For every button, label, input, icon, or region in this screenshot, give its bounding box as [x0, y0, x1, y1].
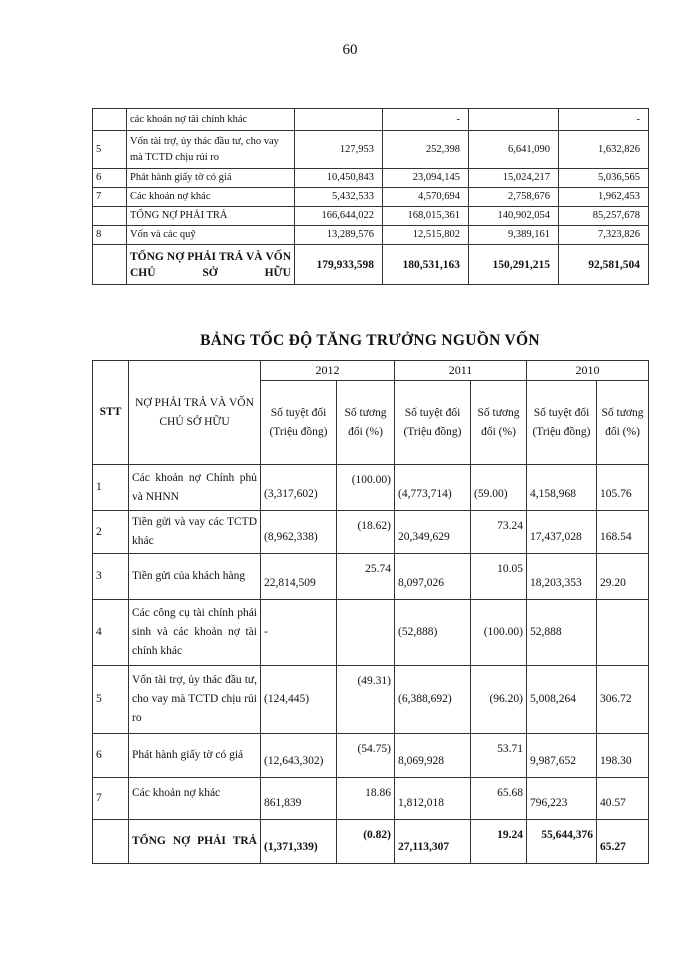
cell-value: [295, 109, 383, 131]
cell-value: 19.24: [471, 820, 527, 864]
row-label: Tiền gửi và vay các TCTD khác: [129, 511, 261, 554]
cell-value: 25.74: [337, 554, 395, 600]
cell-value: 2,758,676: [469, 188, 559, 207]
row-stt: 8: [93, 226, 127, 245]
row-label: Phát hành giấy tờ có giá: [129, 734, 261, 778]
cell-value: 18.86: [337, 778, 395, 820]
cell-value: 20,349,629: [395, 511, 471, 554]
cell-value: 40.57: [597, 778, 649, 820]
row-label: Tiền gửi của khách hàng: [129, 554, 261, 600]
cell-value: 140,902,054: [469, 207, 559, 226]
row-stt: 7: [93, 188, 127, 207]
cell-value: -: [383, 109, 469, 131]
cell-value: 10,450,843: [295, 169, 383, 188]
cell-value: 10.05: [471, 554, 527, 600]
cell-value: [469, 109, 559, 131]
cell-value: 92,581,504: [559, 245, 649, 285]
row-stt: [93, 109, 127, 131]
cell-value: 9,389,161: [469, 226, 559, 245]
table-row: [93, 207, 649, 226]
row-stt: 5: [93, 666, 129, 734]
cell-value: 27,113,307: [395, 820, 471, 864]
header-absolute: Số tuyệt đối (Triệu đồng): [261, 381, 337, 465]
table-row: [93, 188, 649, 207]
cell-value: 4,570,694: [383, 188, 469, 207]
row-label: Các khoản nợ Chính phủ và NHNN: [129, 465, 261, 511]
cell-value: 5,008,264: [527, 666, 597, 734]
cell-value: 52,888: [527, 600, 597, 666]
cell-value: 17,437,028: [527, 511, 597, 554]
section-title: BẢNG TỐC ĐỘ TĂNG TRƯỞNG NGUỒN VỐN: [200, 332, 540, 349]
cell-value: 8,069,928: [395, 734, 471, 778]
row-stt: [93, 207, 127, 226]
table-row: [93, 109, 649, 131]
table-row: [93, 169, 649, 188]
cell-value: 166,644,022: [295, 207, 383, 226]
row-stt: 7: [93, 778, 129, 820]
row-stt: [93, 245, 127, 285]
cell-value: 5,432,533: [295, 188, 383, 207]
cell-value: 6,641,090: [469, 131, 559, 169]
header-item: NỢ PHẢI TRẢ VÀ VỐN CHỦ SỞ HỮU: [129, 361, 261, 465]
header-year-2010: 2010: [527, 361, 649, 381]
table-row: [93, 465, 649, 511]
row-label: Vốn tài trợ, ủy thác đầu tư, cho vay mà TCTD chịu rủi ro: [127, 131, 295, 169]
cell-value: 8,097,026: [395, 554, 471, 600]
table-row: [93, 511, 649, 554]
cell-value: (6,388,692): [395, 666, 471, 734]
balance-sheet-table: [92, 108, 649, 285]
row-label: các khoản nợ tài chính khác: [127, 109, 295, 131]
page-number: 60: [342, 42, 358, 58]
cell-value: 252,398: [383, 131, 469, 169]
table-row: [93, 554, 649, 600]
header-relative: Số tương đối (%): [337, 381, 395, 465]
cell-value: (4,773,714): [395, 465, 471, 511]
growth-rate-table: [92, 360, 649, 864]
cell-value: 4,158,968: [527, 465, 597, 511]
cell-value: 9,987,652: [527, 734, 597, 778]
row-label: Vốn tài trợ, ủy thác đầu tư, cho vay mà TCTD chịu rủi ro: [129, 666, 261, 734]
cell-value: (1,371,339): [261, 820, 337, 864]
row-stt: 4: [93, 600, 129, 666]
cell-value: 53.71: [471, 734, 527, 778]
cell-value: 796,223: [527, 778, 597, 820]
cell-value: 198.30: [597, 734, 649, 778]
row-label: Vốn và các quỹ: [127, 226, 295, 245]
cell-value: (100.00): [337, 465, 395, 511]
header-relative: Số tương đối (%): [597, 381, 649, 465]
cell-value: 65.68: [471, 778, 527, 820]
cell-value: [597, 600, 649, 666]
header-year-2011: 2011: [395, 361, 527, 381]
cell-value: (59.00): [471, 465, 527, 511]
row-label: Các khoản nợ khác: [127, 188, 295, 207]
cell-value: 1,962,453: [559, 188, 649, 207]
cell-value: (12,643,302): [261, 734, 337, 778]
row-stt: [93, 820, 129, 864]
header-stt: STT: [93, 361, 129, 465]
row-stt: 1: [93, 465, 129, 511]
table-row: [93, 226, 649, 245]
cell-value: 1,632,826: [559, 131, 649, 169]
row-label: TỔNG NỢ PHẢI TRẢ VÀ VỐN CHỦ SỞ HỮU: [127, 245, 295, 285]
cell-value: 179,933,598: [295, 245, 383, 285]
cell-value: 180,531,163: [383, 245, 469, 285]
header-absolute: Số tuyệt đối (Triệu đồng): [527, 381, 597, 465]
header-absolute: Số tuyệt đối (Triệu đồng): [395, 381, 471, 465]
cell-value: 12,515,802: [383, 226, 469, 245]
row-stt: 6: [93, 734, 129, 778]
table-row: [93, 600, 649, 666]
row-label: Phát hành giấy tờ có giá: [127, 169, 295, 188]
row-label: Các công cụ tài chính phái sinh và các khoản nợ tài chính khác: [129, 600, 261, 666]
row-stt: 6: [93, 169, 127, 188]
row-stt: 2: [93, 511, 129, 554]
row-label: TỔNG NỢ PHẢI TRẢ: [127, 207, 295, 226]
cell-value: [337, 600, 395, 666]
cell-value: 168.54: [597, 511, 649, 554]
cell-value: 105.76: [597, 465, 649, 511]
cell-value: (18.62): [337, 511, 395, 554]
cell-value: 85,257,678: [559, 207, 649, 226]
cell-value: 55,644,376: [527, 820, 597, 864]
cell-value: (124,445): [261, 666, 337, 734]
cell-value: 861,839: [261, 778, 337, 820]
cell-value: (49.31): [337, 666, 395, 734]
header-relative: Số tương đối (%): [471, 381, 527, 465]
row-label: Các khoản nợ khác: [129, 778, 261, 820]
table-row: [93, 778, 649, 820]
cell-value: 73.24: [471, 511, 527, 554]
row-stt: 5: [93, 131, 127, 169]
table-row: [93, 666, 649, 734]
total-row: [93, 820, 649, 864]
cell-value: 65.27: [597, 820, 649, 864]
cell-value: 22,814,509: [261, 554, 337, 600]
cell-value: 23,094,145: [383, 169, 469, 188]
header-year-2012: 2012: [261, 361, 395, 381]
cell-value: (52,888): [395, 600, 471, 666]
cell-value: 7,323,826: [559, 226, 649, 245]
cell-value: 29.20: [597, 554, 649, 600]
row-label: TỔNG NỢ PHẢI TRẢ: [129, 820, 261, 864]
cell-value: (54.75): [337, 734, 395, 778]
cell-value: -: [559, 109, 649, 131]
cell-value: -: [261, 600, 337, 666]
cell-value: (8,962,338): [261, 511, 337, 554]
cell-value: 18,203,353: [527, 554, 597, 600]
cell-value: 127,953: [295, 131, 383, 169]
cell-value: (100.00): [471, 600, 527, 666]
cell-value: (3,317,602): [261, 465, 337, 511]
cell-value: 150,291,215: [469, 245, 559, 285]
cell-value: 13,289,576: [295, 226, 383, 245]
cell-value: (96.20): [471, 666, 527, 734]
table-row: [93, 131, 649, 169]
cell-value: 1,812,018: [395, 778, 471, 820]
cell-value: 5,036,565: [559, 169, 649, 188]
total-row: [93, 245, 649, 285]
cell-value: 15,024,217: [469, 169, 559, 188]
cell-value: 168,015,361: [383, 207, 469, 226]
row-stt: 3: [93, 554, 129, 600]
table-row: [93, 734, 649, 778]
cell-value: 306.72: [597, 666, 649, 734]
cell-value: (0.82): [337, 820, 395, 864]
